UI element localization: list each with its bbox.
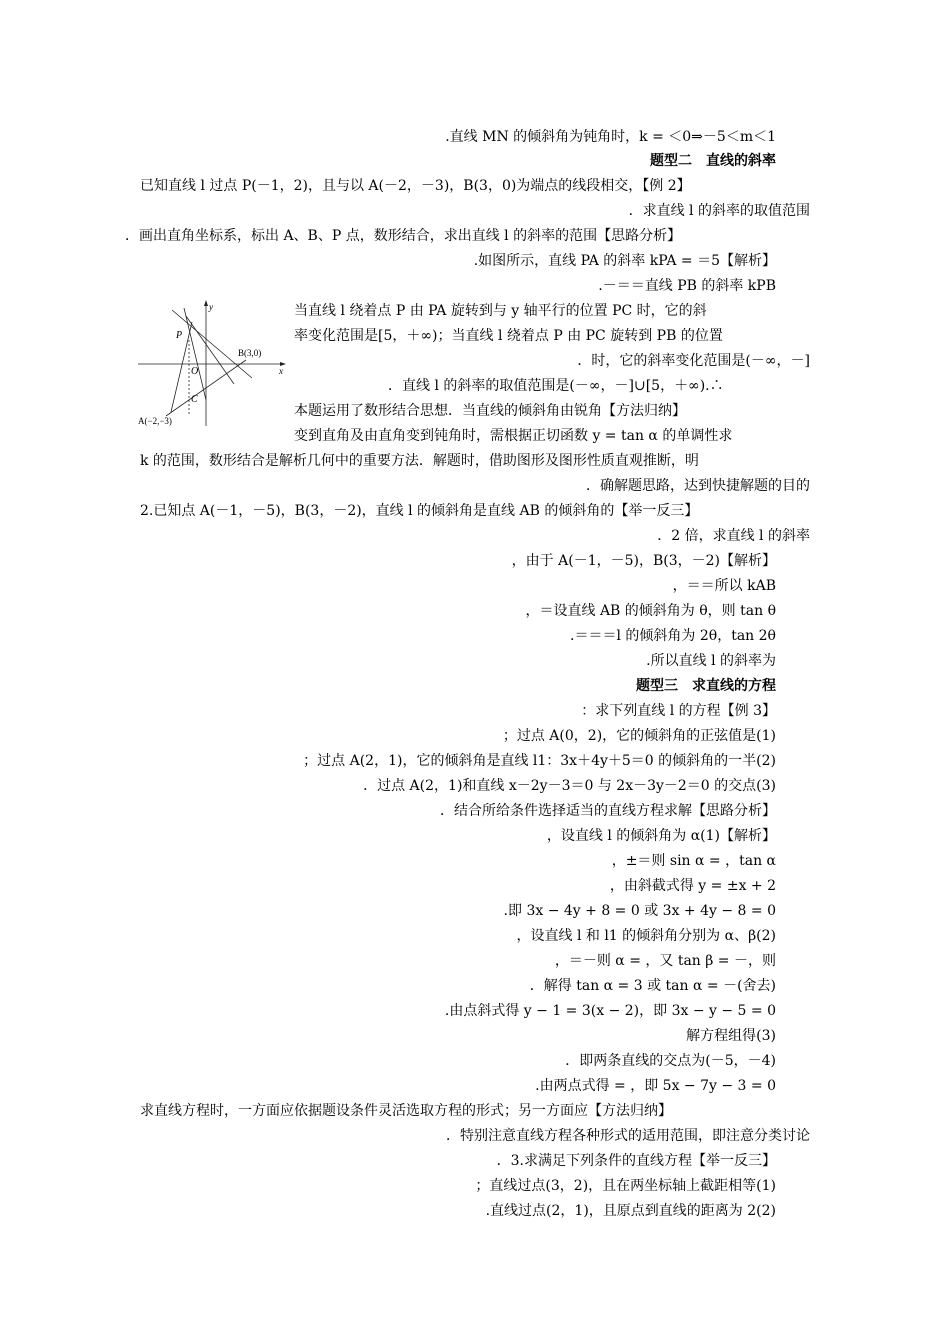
text-line: ，＝＝所以 kAB (672, 578, 776, 594)
label-b: B(3,0) (238, 348, 262, 358)
line-pb (172, 310, 252, 378)
text-line: ，设直线 l 的倾斜角为 α(1)【解析】 (546, 828, 776, 844)
text-line: ．过点 A(2，1)和直线 x－2y－3＝0 与 2x－3y－2＝0 的交点(3) (363, 778, 776, 794)
text-line: .由点斜式得 y − 1 = 3(x − 2)，即 3x − y − 5 = 0 (444, 1003, 776, 1019)
text-line: ：求下列直线 l 的方程【例 3】 (581, 703, 776, 719)
text-line: ，设直线 l 和 l1 的倾斜角分别为 α、β(2) (516, 928, 776, 944)
text-line: ．结合所给条件选择适当的直线方程求解【思路分析】 (440, 803, 776, 819)
text-line: ．求直线 l 的斜率的取值范围 (628, 203, 810, 219)
text-line: ，＝设直线 AB 的倾斜角为 θ，则 tan θ (525, 603, 776, 619)
text-line: ．即两条直线的交点为(－5，－4) (565, 1053, 776, 1069)
text-line: 已知直线 l 过点 P(－1，2)，且与以 A(－2，－3)，B(3，0)为端点的线段相交，【例 2】 (140, 178, 691, 194)
text-line: .－＝＝直线 PB 的斜率 kPB (598, 278, 776, 294)
text-line: 变到直角及由直角变到钝角时，需根据正切函数 y = tan α 的单调性求 (294, 428, 733, 444)
text-line: .直线过点(2，1)，且原点到直线的距离为 2(2) (485, 1203, 776, 1219)
text-line: 当直线 l 绕着点 P 由 PA 旋转到与 y 轴平行的位置 PC 时，它的斜 (294, 303, 707, 319)
text-line: .如图所示，直线 PA 的斜率 kPA = ＝5【解析】 (473, 253, 776, 269)
y-arrow (204, 300, 208, 306)
text-line: .由两点式得 = ，即 5x − 7y − 3 = 0 (535, 1078, 776, 1094)
label-x: x (279, 366, 283, 376)
text-line: ；过点 A(2，1)，它的倾斜角是直线 l1：3x＋4y＋5＝0 的倾斜角的一半(2) (303, 753, 776, 769)
text-line: 2.已知点 A(－1，－5)，B(3，－2)，直线 l 的倾斜角是直线 AB 的倾斜角的【举一反三】 (140, 503, 699, 519)
text-line: ．时，它的斜率变化范围是(－∞，－] (577, 353, 810, 369)
text-line: ．画出直角坐标系，标出 A、B、P 点，数形结合，求出直线 l 的斜率的范围【思路分析】 (125, 228, 682, 244)
label-c: C (191, 394, 198, 405)
section-heading: 题型二 直线的斜率 (650, 153, 776, 169)
text-line: .即 3x − 4y + 8 = 0 或 3x + 4y − 8 = 0 (503, 903, 776, 919)
text-line: 率变化范围是[5，＋∞)；当直线 l 绕着点 P 由 PC 旋转到 PB 的位置 (294, 328, 723, 344)
text-line: .＝＝＝l 的倾斜角为 2θ，tan 2θ (570, 628, 776, 644)
label-p: P (176, 330, 183, 341)
section-heading: 题型三 求直线的方程 (636, 678, 776, 694)
text-line: ．2 倍，求直线 l 的斜率 (657, 528, 810, 544)
text-line: ；直线过点(3，2)，且在两坐标轴上截距相等(1) (475, 1178, 776, 1194)
text-line: .直线 MN 的倾斜角为钝角时，k = ＜0⇒－5＜m＜1 (445, 129, 776, 145)
text-line: 求直线方程时，一方面应依据题设条件灵活选取方程的形式；另一方面应【方法归纳】 (140, 1103, 672, 1119)
text-line: ．特别注意直线方程各种形式的适用范围，即注意分类讨论 (446, 1128, 810, 1144)
label-a: A(−2,−3) (138, 416, 172, 426)
label-o: O (191, 366, 199, 377)
text-line: ，±＝则 sin α = ，tan α (611, 853, 776, 869)
line-extra-2 (184, 308, 206, 400)
text-line: ；过点 A(0，2)，它的倾斜角的正弦值是(1) (502, 728, 776, 744)
text-line: ．直线 l 的斜率的取值范围是(－∞，－]∪[5，＋∞).∴ (388, 378, 724, 394)
text-line: ．确解题思路，达到快捷解题的目的 (586, 478, 810, 494)
text-line: ．3.求满足下列条件的直线方程【举一反三】 (496, 1153, 776, 1169)
text-line: 解方程组得(3) (686, 1028, 776, 1044)
text-line: ，由于 A(－1，－5)，B(3，－2)【解析】 (511, 553, 776, 569)
text-line: ，＝－则 α = ，又 tan β = －，则 (554, 953, 776, 969)
label-y: y (209, 302, 213, 312)
text-line: ．解得 tan α = 3 或 tan α = －(舍去) (529, 978, 776, 994)
text-line: .所以直线 l 的斜率为 (646, 653, 776, 669)
text-line: 本题运用了数形结合思想．当直线的倾斜角由锐角【方法归纳】 (294, 403, 686, 419)
text-line: ，由斜截式得 y = ±x + 2 (609, 878, 776, 894)
text-line: k 的范围，数形结合是解析几何中的重要方法．解题时，借助图形及图形性质直观推断，明 (140, 453, 699, 469)
coordinate-figure (136, 300, 286, 430)
